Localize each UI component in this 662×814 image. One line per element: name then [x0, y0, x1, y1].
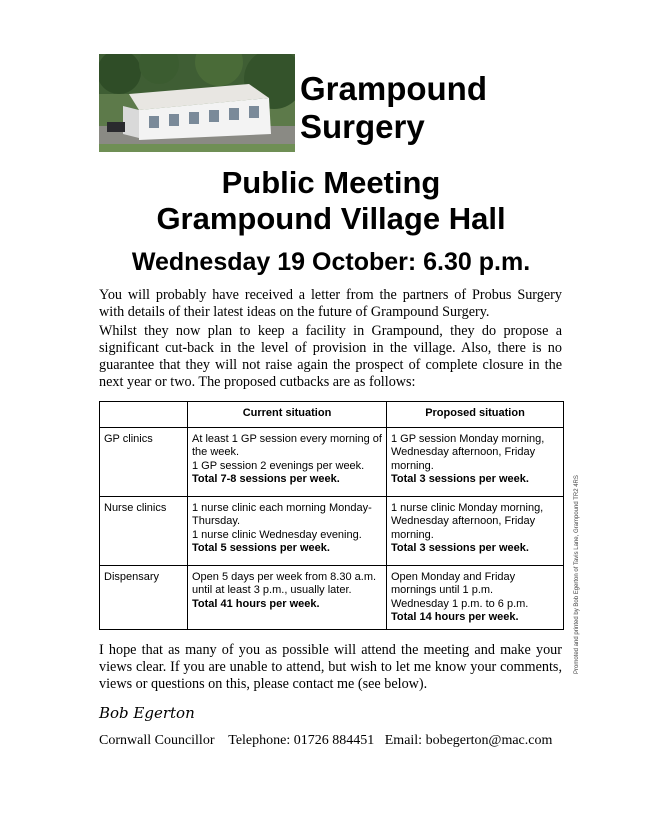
- row-label: Dispensary: [100, 566, 188, 630]
- cutback-paragraph: Whilst they now plan to keep a facility in Grampound, they do propose a significant cut-back in the level of provision in the village. Also, there is no guarantee that they will not raise again the prospect of complete closure in the next year or two. The proposed cutbacks are as follows:: [99, 323, 562, 390]
- proposed-cell: [387, 497, 564, 566]
- surgery-title-line1: Grampound: [300, 70, 487, 107]
- cell-line: Wednesday 1 p.m. to 6 p.m.: [391, 597, 529, 610]
- current-cell: [188, 428, 387, 497]
- contact-footer: [99, 733, 552, 749]
- cell-total: Total 14 hours per week.: [391, 611, 519, 624]
- closing-paragraph: I hope that as many of you as possible will attend the meeting and make your views clear. If you are unable to attend, but wish to let me know your comments, views or questions on this, please contact me (see below).: [99, 642, 562, 692]
- comparison-table: [99, 401, 564, 630]
- imprint-text: Promoted and printed by Bob Egerton of Tavis Lane, Grampound TR2 4RS: [574, 475, 580, 674]
- cell-line: At least 1 GP session every morning of the week.: [192, 433, 382, 459]
- meeting-title-line1: Public Meeting: [221, 165, 441, 200]
- cell-line: 1 nurse clinic Monday morning, Wednesday afternoon, Friday morning.: [391, 502, 544, 541]
- telephone-label: Telephone:: [228, 733, 291, 748]
- cell-total: Total 41 hours per week.: [192, 597, 320, 610]
- meeting-venue: Grampound Village Hall: [156, 201, 506, 236]
- cell-line: 1 nurse clinic Wednesday evening.: [192, 528, 362, 541]
- table-header-proposed: Proposed situation: [387, 402, 564, 428]
- table-header-current: Current situation: [188, 402, 387, 428]
- proposed-cell: [387, 566, 564, 630]
- meeting-title: [0, 165, 662, 237]
- table-row: [100, 428, 564, 497]
- cell-line: Open 5 days per week from 8.30 a.m. until at least 3 p.m., usually later.: [192, 571, 377, 597]
- cell-line: 1 GP session Monday morning, Wednesday afternoon, Friday morning.: [391, 433, 545, 472]
- table-header-row: [100, 402, 564, 428]
- row-label: Nurse clinics: [100, 497, 188, 566]
- cell-total: Total 7-8 sessions per week.: [192, 473, 340, 486]
- meeting-date: Wednesday 19 October: 6.30 p.m.: [131, 248, 531, 276]
- cell-line: Open Monday and Friday mornings until 1 p.m.: [391, 571, 516, 597]
- surgery-title-line2: Surgery: [300, 108, 425, 145]
- table-header-blank: [100, 402, 188, 428]
- current-cell: [188, 566, 387, 630]
- current-cell: [188, 497, 387, 566]
- intro-paragraph: You will probably have received a letter from the partners of Probus Surgery with details of their latest ideas on the future of Grampound Surgery.: [99, 287, 562, 320]
- cell-total: Total 3 sessions per week.: [391, 473, 529, 486]
- cell-total: Total 5 sessions per week.: [192, 542, 330, 555]
- email-address[interactable]: bobegerton@mac.com: [425, 733, 553, 748]
- signature: Bob Egerton: [99, 704, 195, 722]
- telephone-number: 01726 884451: [293, 733, 375, 748]
- row-label: GP clinics: [100, 428, 188, 497]
- proposed-cell: [387, 428, 564, 497]
- table-row: [100, 566, 564, 630]
- cell-line: 1 nurse clinic each morning Monday-Thursday.: [192, 502, 372, 528]
- councillor-role: Cornwall Councillor: [99, 733, 215, 748]
- cell-line: 1 GP session 2 evenings per week.: [192, 459, 365, 472]
- table-row: [100, 497, 564, 566]
- imprint-note: [574, 424, 582, 674]
- cell-total: Total 3 sessions per week.: [391, 542, 529, 555]
- surgery-building-photo: [99, 54, 295, 152]
- surgery-title: [300, 70, 487, 146]
- email-label: Email:: [384, 733, 423, 748]
